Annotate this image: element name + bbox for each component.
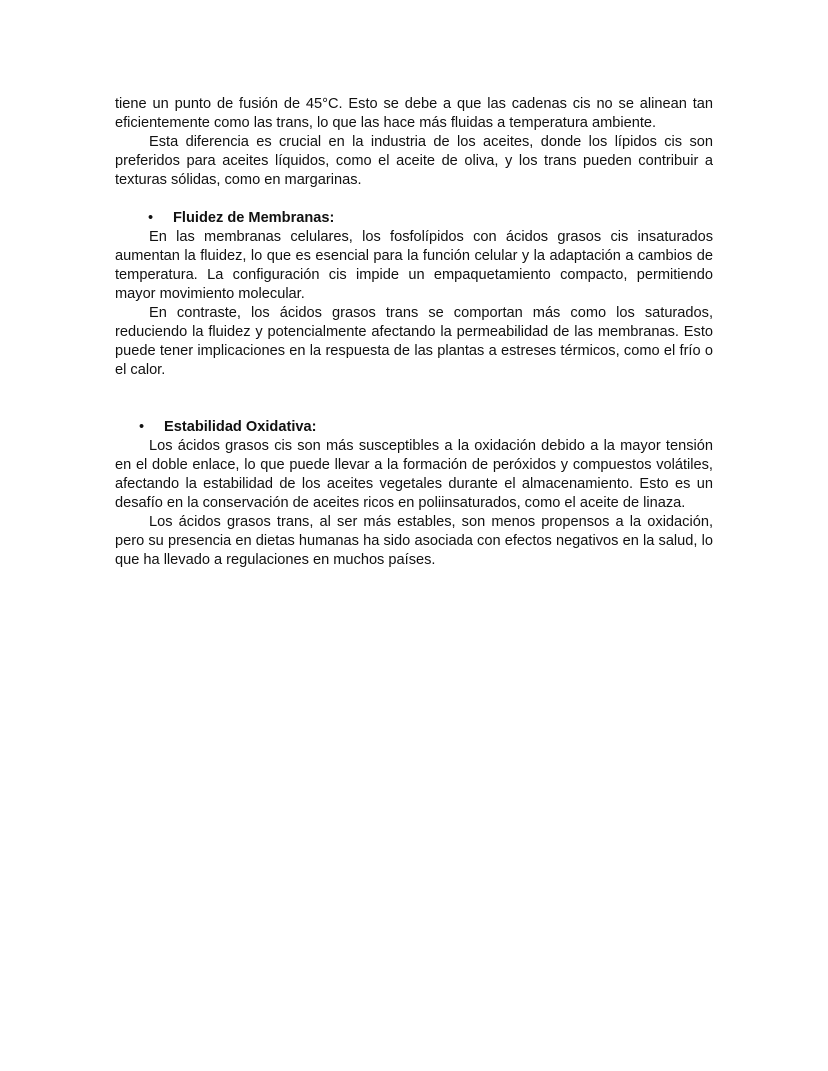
membrane-fluidity-paragraph-1: En las membranas celulares, los fosfolípidos con ácidos grasos cis insaturados aumentan la fluidez, lo que es esencial para la función celular y la adaptación a cambios de temperatura. La configuración cis impide un empaquetamiento compacto, permitiendo mayor movimiento molecular.	[115, 229, 713, 302]
intro-paragraph-1: tiene un punto de fusión de 45°C. Esto se debe a que las cadenas cis no se alinean tan eficientemente como las trans, lo que las hace más fluidas a temperatura ambiente.	[115, 96, 713, 131]
section-heading-text: Estabilidad Oxidativa:	[164, 419, 317, 435]
document-page	[115, 95, 713, 570]
oxidative-stability-paragraph-2: Los ácidos grasos trans, al ser más estables, son menos propensos a la oxidación, pero su presencia en dietas humanas ha sido asociada con efectos negativos en la salud, lo que ha llevado a regulaciones en muchos países.	[115, 514, 713, 568]
section-heading-oxidative-stability	[115, 418, 713, 437]
section-heading-text: Fluidez de Membranas:	[173, 210, 335, 226]
bullet-icon: •	[139, 419, 145, 435]
section-heading-membrane-fluidity	[115, 209, 713, 228]
bullet-icon: •	[148, 210, 154, 226]
intro-paragraph-2: Esta diferencia es crucial en la industria de los aceites, donde los lípidos cis son preferidos para aceites líquidos, como el aceite de oliva, y los trans pueden contribuir a texturas sólidas, como en margarinas.	[115, 134, 713, 188]
membrane-fluidity-paragraph-2: En contraste, los ácidos grasos trans se comportan más como los saturados, reduciendo la fluidez y potencialmente afectando la permeabilidad de las membranas. Esto puede tener implicaciones en la respuesta de las plantas a estreses térmicos, como el frío o el calor.	[115, 305, 713, 378]
oxidative-stability-paragraph-1: Los ácidos grasos cis son más susceptibles a la oxidación debido a la mayor tensión en el doble enlace, lo que puede llevar a la formación de peróxidos y compuestos volátiles, afectando la estabilidad de los aceites vegetales durante el almacenamiento. Esto es un desafío en la conservación de aceites ricos en poliinsaturados, como el aceite de linaza.	[115, 438, 713, 511]
